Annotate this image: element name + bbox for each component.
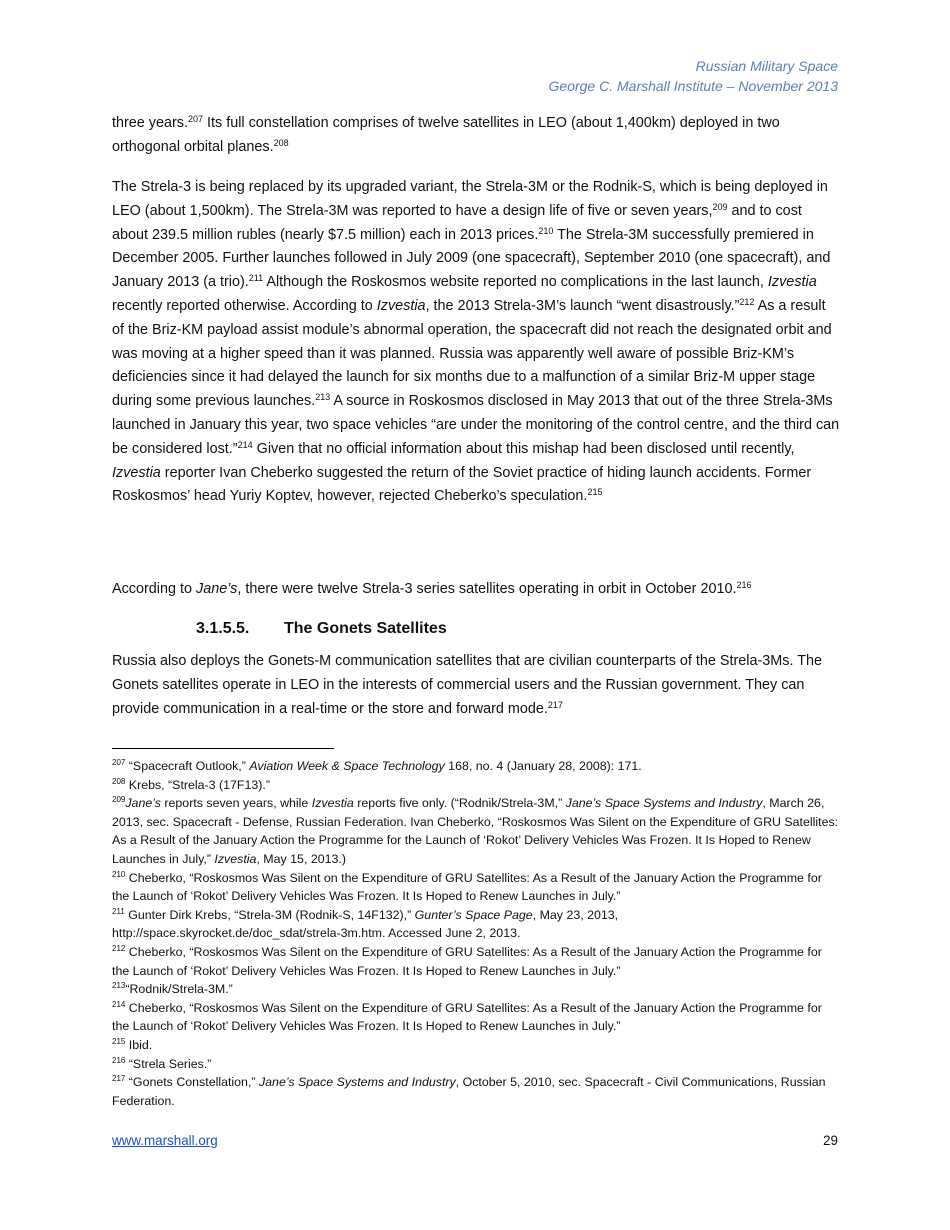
paragraph-1 [112,112,840,160]
footnotes [112,757,840,1110]
text: Ibid. [125,1037,153,1052]
footnote-number: 217 [112,1074,126,1084]
footnote-ref[interactable]: 213 [315,392,331,403]
running-header [549,56,838,96]
footnote-211 [112,906,840,943]
footnote-212 [112,943,840,980]
footnote-number: 210 [112,869,126,879]
text: Gunter Dirk Krebs, “Strela-3M (Rodnik-S, 14F132),” [124,907,415,922]
section-number: 3.1.5.5. [196,620,250,637]
text: “Rodnik/Strela-3M.” [125,982,233,997]
text: “Spacecraft Outlook,” [125,759,250,773]
footnote-213 [112,980,840,999]
footnote-ref[interactable]: 215 [587,487,603,498]
text: As a result of the Briz-KM payload assist module’s abnormal operation, the spacecraft did not reach the designated orbit and was moving at a higher speed than it was planned. Russia was apparently well aware of possible Briz-KM’s deficiencies since it had delayed the launch for six months due to a malfunction of a similar Briz-M upper stage during some previous launches. [112,297,832,410]
paragraph-2 [112,176,840,509]
footnote-215 [112,1036,840,1055]
text: “Gonets Constellation,” [125,1075,259,1090]
footnote-ref[interactable]: 211 [248,273,264,284]
header-title: Russian Military Space [695,58,838,74]
text: Cheberko, “Roskosmos Was Silent on the Expenditure of GRU Satellites: As a Result of the January Action the Programme for the Launch of ‘Rokot’ Delivery Vehicles Was Frozen. It Is Hoped to Renew Launches in July.” [112,1000,822,1034]
footnote-number: 214 [112,999,126,1009]
text: “Strela Series.” [125,1056,212,1071]
italic-text: Izvestia [311,796,354,811]
text: , October 5, 2010, sec. Spacecraft - Civil Communications, Russian Federation. [112,1075,826,1108]
footnote-208 [112,776,840,795]
text: Although the Roskosmos website reported no complications in the last launch, [263,274,768,291]
italic-text: Izvestia [112,464,161,481]
text: , March 26, 2013, sec. Spacecraft - Defense, Russian Federation. Ivan Cheberko, “Roskosmos Was Silent on the Expenditure of GRU Satellites: As a Result of the January Action the Programme for the Launch of ‘Rokot’ Delivery Vehicles Was Frozen. It Is Hoped to Renew Launches in July,” [112,796,839,866]
footnote-210 [112,869,840,906]
footnote-ref[interactable]: 209 [712,201,728,212]
text: The Strela-3 is being replaced by its upgraded variant, the Strela-3M or the Rodnik-S, which is being deployed in LEO (about 1,500km). The Strela-3M was reported to have a design life of five or seven years, [112,179,828,219]
text: Its full constellation comprises of twelve satellites in LEO (about 1,400km) deployed in two orthogonal orbital planes. [112,115,780,155]
text: and to cost about 239.5 million rubles (nearly $7.5 million) each in 2013 prices. [112,202,802,243]
footnote-number: 213 [112,981,126,991]
text: , May 23, 2013, http://space.skyrocket.de/doc_sdat/strela-3m.htm. Accessed June 2, 2013. [112,907,619,941]
footnote-ref[interactable]: 217 [547,699,563,710]
text: , there were twelve Strela-3 series satellites operating in orbit in October 2010. [237,581,737,597]
italic-text: Aviation Week & Space Technology [249,759,445,773]
footnote-ref[interactable]: 212 [739,296,755,307]
footnote-separator [112,748,334,749]
website-link[interactable]: www.marshall.org [112,1133,218,1148]
text: Krebs, “Strela-3 (17F13).” [125,777,270,792]
text: According to [112,581,196,597]
text: recently reported otherwise. According to [112,297,377,314]
text: reports five only. (“Rodnik/Strela-3M,” [353,796,566,811]
italic-text: Jane’s [125,796,161,811]
footnote-214 [112,999,840,1036]
footnote-number: 215 [112,1036,126,1046]
text: Russia also deploys the Gonets-M communication satellites that are civilian counterparts of the Strela-3Ms. The Gonets satellites operate in LEO in the interests of commercial users and the Russian government. They can provide communication in a real-time or the store and forward mode. [112,653,823,717]
footnote-ref[interactable]: 214 [237,439,253,450]
header-subtitle: George C. Marshall Institute – November 2013 [548,78,838,94]
italic-text: Izvestia [376,297,426,314]
footnote-ref[interactable]: 207 [188,114,204,124]
text: , May 15, 2013.) [256,851,346,866]
italic-text: Jane’s Space Systems and Industry [258,1075,456,1090]
text: reports seven years, while [160,796,312,811]
text: Given that no official information about this mishap had been disclosed until recently, [252,440,795,457]
italic-text: Jane’s Space Systems and Industry [565,796,763,811]
footnote-number: 216 [112,1055,126,1065]
footnote-207 [112,757,840,776]
paragraph-4 [112,650,840,721]
page-number: 29 [823,1133,838,1148]
paragraph-3 [112,578,840,602]
footnote-209 [112,794,840,868]
text: Cheberko, “Roskosmos Was Silent on the Expenditure of GRU Satellites: As a Result of the January Action the Programme for the Launch of ‘Rokot’ Delivery Vehicles Was Frozen. It Is Hoped to Renew Launches in July.” [112,870,822,904]
section-heading [196,620,447,638]
text: , the 2013 Strela-3M’s launch “went disastrously.” [425,297,740,314]
footnote-ref[interactable]: 210 [538,225,554,236]
footnote-number: 207 [112,758,126,767]
text: three years. [112,115,188,131]
footnote-217 [112,1073,840,1110]
footnote-number: 212 [112,943,126,953]
italic-text: Jane’s [196,581,238,597]
footnote-number: 208 [112,776,126,786]
footnote-number: 211 [112,906,125,916]
footnote-ref[interactable]: 208 [273,137,289,148]
text: A source in Roskosmos disclosed in May 2013 that out of the three Strela-3Ms launched in January this year, two space vehicles “are under the monitoring of the control centre, and the third can be considered lost.” [112,393,840,457]
text: 168, no. 4 (January 28, 2008): 171. [444,759,642,773]
footnote-216 [112,1055,840,1074]
footnote-ref[interactable]: 216 [736,580,752,590]
text: reporter Ivan Cheberko suggested the return of the Soviet practice of hiding launch accidents. Former Roskosmos’ head Yuriy Koptev, however, rejected Cheberko’s speculation. [112,464,812,505]
italic-text: Izvestia [767,274,817,291]
italic-text: Gunter’s Space Page [414,907,533,922]
footnote-number: 209 [112,795,126,805]
italic-text: Izvestia [214,851,257,866]
text: The Strela-3M successfully premiered in December 2005. Further launches followed in July 2009 (one spacecraft), September 2010 (one spacecraft), and January 2013 (a trio). [112,226,831,291]
section-title: The Gonets Satellites [284,620,447,637]
text: Cheberko, “Roskosmos Was Silent on the Expenditure of GRU Satellites: As a Result of the January Action the Programme for the Launch of ‘Rokot’ Delivery Vehicles Was Frozen. It Is Hoped to Renew Launches in July.” [112,944,822,978]
